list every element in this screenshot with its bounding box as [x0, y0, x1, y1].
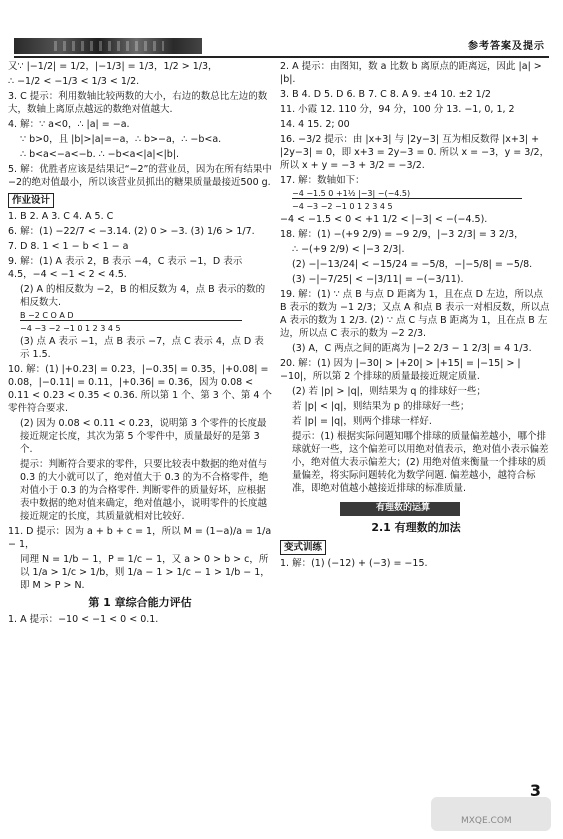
chapter-banner — [280, 501, 552, 517]
answer-line: 9. 解：(1) A 表示 2，B 表示 −4，C 表示 −1，D 表示 4.5，−4 < −1 < 2 < 4.5. — [8, 256, 243, 280]
answer-line: ∴ b<a<−a<−b. ∴ −b<a<|a|<|b|. — [20, 149, 180, 160]
header-rule — [14, 56, 549, 58]
chapter-banner-text: 有理数的运算 — [376, 503, 431, 513]
answer-line: 1. B 2. A 3. C 4. A 5. C — [8, 211, 114, 222]
homework-design-label: 作业设计 — [8, 193, 54, 208]
answer-line: (3) −|−7/25| < −|3/11| = −(−3/11). — [292, 274, 464, 285]
number-line-figure — [292, 189, 552, 211]
answer-line: 同理 N = 1/b − 1，P = 1/c − 1，又 a > 0 > b > c，所以 1/a > 1/c > 1/b，则 1/a − 1 > 1/c − 1 > 1/b − 1，即 M > P > N. — [20, 554, 270, 591]
header-title: 参考答案及提示 — [468, 41, 545, 52]
number-line-axis — [20, 320, 242, 321]
watermark-logo — [431, 797, 551, 831]
answer-line: (2) A 的相反数为 −2，B 的相反数为 4，点 B 表示的数的相反数大. — [20, 284, 266, 308]
answer-line: ∵ b>0，且 |b|>|a|=−a，∴ b>−a，∴ −b<a. — [20, 134, 222, 145]
answer-line: 5. 解：优胜者应该是结果记“−2”的营业员，因为在所有结果中−2的绝对值最小，所以该营业员抓出的糖果质量最接近500 g. — [8, 164, 272, 188]
page-number: 3 — [529, 781, 541, 800]
header-banner-image — [14, 38, 202, 54]
number-line-marks: −4 −1.5 0 +1½ |−3| −(−4.5) — [292, 189, 411, 198]
answer-line: 3. B 4. D 5. D 6. B 7. C 8. A 9. ±4 10. ±2 1/2 — [280, 89, 491, 100]
variant-training-label: 变式训练 — [280, 540, 326, 555]
answer-line: ∴ −(+9 2/9) < |−3 2/3|. — [292, 244, 405, 255]
answer-line: 提示：判断符合要求的零件，只要比较表中数据的绝对值与 0.3 的大小就可以了，绝对值大于 0.3 的为不合格零件，绝对值小于 0.3 的为合格零件. 判断零件的质量好坏，应根据表中数据的绝对值来确定，绝对值越小，说明零件的长度越接近规定的长度，其质量就相对比较好. — [20, 459, 269, 522]
page-header — [0, 0, 563, 56]
answer-line: 17. 解：数轴如下： — [280, 175, 365, 186]
answer-line: ∴ −1/2 < −1/3 < 1/3 < 1/2. — [8, 76, 140, 87]
answer-line: (3) A，C 两点之间的距离为 |−2 2/3 − 1 2/3| = 4 1/3. — [292, 343, 532, 354]
answer-line: 11. 小霞 12. 110 分，94 分，100 分 13. −1, 0, 1, 2 — [280, 104, 515, 115]
answer-line: 又∵ |−1/2| = 1/2，|−1/3| = 1/3，1/2 > 1/3， — [8, 61, 218, 72]
answer-line: 7. D 8. 1 < 1 − b < 1 − a — [8, 241, 129, 252]
number-line-labels: −4 −3 −2 −1 0 1 2 3 4 5 — [292, 202, 393, 211]
answer-line: 若 |p| = |q|，则两个排球一样好. — [292, 416, 432, 427]
right-column — [280, 60, 552, 572]
answer-line: 11. D 提示：因为 a + b + c = 1，所以 M = (1−a)/a = 1/a − 1， — [8, 526, 272, 550]
answer-line: (2) 若 |p| > |q|，则结果为 q 的排球好一些； — [292, 386, 486, 397]
answer-line: 20. 解：(1) 因为 |−30| > |+20| > |+15| = |−15| > |−10|，所以第 2 个排球的质量最接近规定质量. — [280, 358, 521, 382]
section-title: 第 1 章综合能力评估 — [88, 596, 192, 609]
answer-line: 4. 解：∵ a<0，∴ |a| = −a. — [8, 119, 130, 130]
left-column — [8, 60, 272, 628]
answer-line: 3. C 提示：利用数轴比较两数的大小，右边的数总比左边的数大，数轴上离原点越远的数绝对值越大. — [8, 91, 268, 115]
answer-line: (3) 点 A 表示 −1，点 B 表示 −7，点 C 表示 4，点 D 表示 1.5. — [20, 336, 264, 360]
answer-line: 19. 解：(1) ∵ 点 B 与点 D 距离为 1，且在点 D 左边，所以点 B 表示的数为 −1 2/3；又点 A 和点 B 表示一对相反数，所以点 A 表示的数为 1 2/3. (2) ∵ 点 C 与点 B 距离为 1，且在点 B 左边，所以点 C 表示的数为 −2 2/3. — [280, 289, 550, 339]
answer-line: 18. 解：(1) −(+9 2/9) = −9 2/9，|−3 2/3| = 3 2/3， — [280, 229, 524, 240]
answer-line: 提示：(1) 根据实际问题知哪个排球的质量偏差越小，哪个排球就好一些，这个偏差可以用绝对值表示，绝对值小表示偏差小，绝对值大表示偏差大；(2) 用绝对值来衡量一个排球的质量偏差，将实际问题转化为数学问题. 偏差越小，越符合标准，即绝对值越小越接近排球的标准质量. — [292, 431, 549, 494]
section-title: 2.1 有理数的加法 — [371, 521, 461, 534]
answer-line: 16. −3/2 提示：由 |x+3| 与 |2y−3| 互为相反数得 |x+3| + |2y−3| = 0，即 x+3 = 2y−3 = 0. 所以 x = −3，y = 3/2，所以 x + y = −3 + 3/2 = −3/2. — [280, 134, 550, 171]
number-line-labels: −4 −3 −2 −1 0 1 2 3 4 5 — [20, 324, 121, 333]
number-line-axis — [292, 198, 522, 199]
answer-line: 10. 解：(1) |+0.23| = 0.23，|−0.35| = 0.35，|+0.08| = 0.08，|−0.11| = 0.11，|+0.36| = 0.36，因为 0.08 < 0.11 < 0.23 < 0.35 < 0.36. 所以第 1 个、第 3 个、第 4 个零件符合要求. — [8, 364, 272, 414]
answer-line: (2) −|−13/24| < −15/24 = −5/8，−|−5/8| = −5/8. — [292, 259, 533, 270]
answer-line: (2) 因为 0.08 < 0.11 < 0.23，说明第 3 个零件的长度最接近规定长度，其次为第 5 个零件中，质量最好的是第 3 个. — [20, 418, 267, 455]
answer-line: −4 < −1.5 < 0 < +1 1/2 < |−3| < −(−4.5). — [280, 214, 488, 225]
answer-line: 14. 4 15. 2; 00 — [280, 119, 350, 130]
answer-line: 6. 解：(1) −22/7 < −3.14. (2) 0 > −3. (3) 1/6 > 1/7. — [8, 226, 255, 237]
answer-line: 1. 解：(1) (−12) + (−3) = −15. — [280, 558, 428, 569]
answer-line: 1. A 提示：−10 < −1 < 0 < 0.1. — [8, 614, 159, 625]
number-line-marks: B −2 C O A D — [20, 311, 74, 320]
banner-decoration — [54, 41, 164, 51]
watermark-text: MXQE.COM — [461, 816, 512, 826]
number-line-figure — [20, 311, 272, 333]
answer-line: 2. A 提示：由图知，数 a 比数 b 离原点的距离远，因此 |a| > |b|. — [280, 61, 542, 85]
answer-line: 若 |p| < |q|，则结果为 p 的排球好一些； — [292, 401, 470, 412]
